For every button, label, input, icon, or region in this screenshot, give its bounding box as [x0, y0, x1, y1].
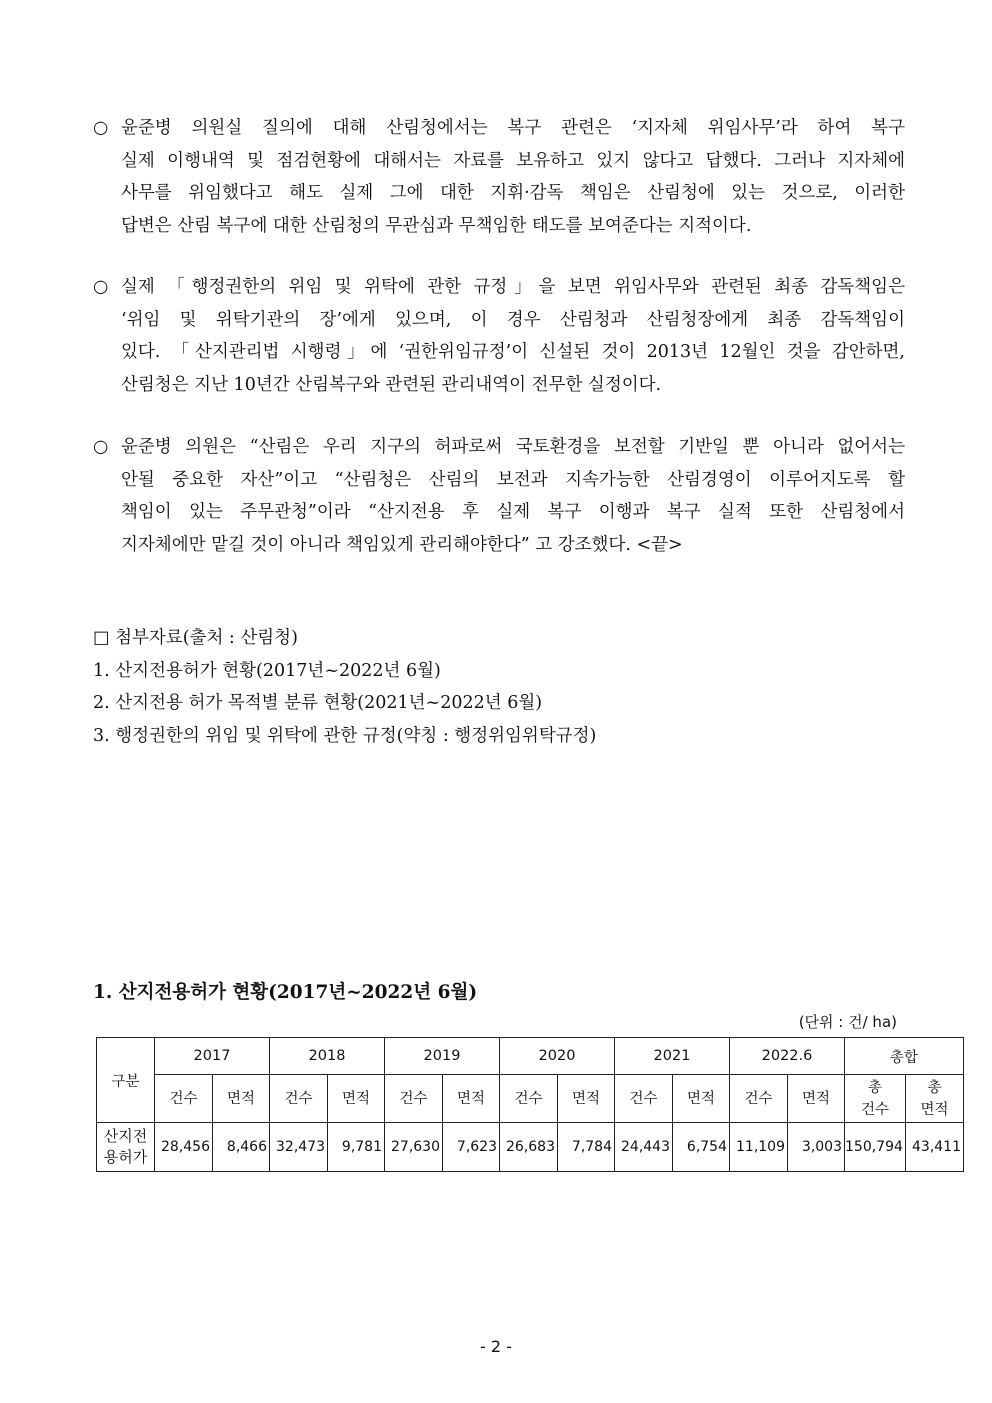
area-header: 면적	[673, 1075, 730, 1123]
paragraph-line: 있다. 「산지관리법 시행령」에 ‘권한위임규정’이 신설된 것이 2013년 12월인 것을 감안하면,	[121, 342, 905, 362]
page-number: - 2 -	[480, 1337, 512, 1356]
paragraph-line: 실제 이행내역 및 점검현황에 대해서는 자료를 보유하고 있지 않다고 답했다. 그러나 지자체에	[121, 150, 905, 171]
permit-status-table	[96, 1037, 964, 1172]
unit-label: (단위 : 건/ ha)	[798, 1013, 897, 1031]
paragraph-line: 책임이 있는 주무관청”이라 “산지전용 후 실제 복구 이행과 복구 실적 또한 산림청에서	[121, 502, 905, 522]
table-cell: 43,411	[905, 1123, 963, 1172]
table-subheader-row	[97, 1075, 964, 1123]
paragraph-bullet: ○	[93, 277, 109, 297]
row-label-line: 산지전	[103, 1127, 148, 1145]
count-header: 건수	[615, 1075, 673, 1123]
table-cell: 11,109	[730, 1123, 788, 1172]
area-header: 면적	[213, 1075, 270, 1123]
count-header: 건수	[730, 1075, 788, 1123]
table-row	[97, 1123, 964, 1172]
paragraph-line: 답변은 산림 복구에 대한 산림청의 무관심과 무책임한 태도를 보여준다는 지적이다.	[121, 215, 752, 236]
total-area-header-line: 총	[927, 1079, 942, 1096]
paragraph-line: 안될 중요한 자산”이고 “산림청은 산림의 보전과 지속가능한 산림경영이 이루어지도록 할	[121, 469, 905, 490]
paragraph-line: 실제 「행정권한의 위임 및 위탁에 관한 규정」을 보면 위임사무와 관련된 최종 감독책임은	[121, 277, 905, 297]
paragraph-1	[93, 112, 905, 242]
paragraph-bullet: ○	[93, 118, 109, 138]
paragraph-line: 지자체에만 맡길 것이 아니라 책임있게 관리해야한다” 고 강조했다. <끝>	[121, 534, 683, 555]
attachments-heading: □ 첨부자료(출처 : 산림청)	[93, 628, 298, 648]
paragraph-bullet: ○	[93, 437, 109, 457]
table-row-label	[97, 1123, 155, 1172]
table-row-header: 구분	[97, 1038, 155, 1123]
table-cell: 32,473	[270, 1123, 328, 1172]
table-cell: 9,781	[328, 1123, 385, 1172]
area-header: 면적	[328, 1075, 385, 1123]
attachment-item: 3. 행정권한의 위임 및 위탁에 관한 규정(약칭 : 행정위임위탁규정)	[93, 725, 597, 746]
table-cell: 6,754	[673, 1123, 730, 1172]
paragraph-line: 산림청은 지난 10년간 산림복구와 관련된 관리내역이 전무한 실정이다.	[121, 374, 662, 395]
attachment-item: 1. 산지전용허가 현황(2017년~2022년 6월)	[93, 660, 441, 681]
table-year-header: 2020	[500, 1038, 615, 1075]
total-area-header-line: 면적	[920, 1101, 949, 1118]
table-cell: 7,623	[443, 1123, 500, 1172]
total-count-header-line: 건수	[860, 1101, 889, 1118]
attachment-item: 2. 산지전용 허가 목적별 분류 현황(2021년~2022년 6월)	[93, 693, 543, 713]
table-year-header: 2019	[385, 1038, 500, 1075]
table-cell: 3,003	[788, 1123, 845, 1172]
total-count-header	[845, 1075, 906, 1123]
row-label-line: 용허가	[103, 1148, 148, 1166]
paragraph-2	[93, 271, 905, 401]
area-header: 면적	[443, 1075, 500, 1123]
table-cell: 8,466	[213, 1123, 270, 1172]
table-cell: 7,784	[558, 1123, 615, 1172]
paragraph-line: 윤준병 의원은 “산림은 우리 지구의 허파로써 국토환경을 보전할 기반일 뿐 아니라 없어서는	[121, 437, 905, 457]
table-year-header: 2018	[270, 1038, 385, 1075]
paragraph-3	[93, 431, 905, 561]
table-cell: 28,456	[155, 1123, 213, 1172]
table-cell: 27,630	[385, 1123, 443, 1172]
table-total-header: 총합	[845, 1038, 964, 1075]
total-area-header	[905, 1075, 963, 1123]
table-cell: 24,443	[615, 1123, 673, 1172]
count-header: 건수	[385, 1075, 443, 1123]
paragraph-line: 윤준병 의원실 질의에 대해 산림청에서는 복구 관련은 ‘지자체 위임사무’라 하여 복구	[121, 118, 905, 138]
area-header: 면적	[558, 1075, 615, 1123]
table-year-header: 2021	[615, 1038, 730, 1075]
table-year-header: 2017	[155, 1038, 270, 1075]
section-title: 1. 산지전용허가 현황(2017년~2022년 6월)	[93, 982, 478, 1003]
attachments-list	[93, 622, 913, 752]
table-cell: 150,794	[845, 1123, 906, 1172]
total-count-header-line: 총	[867, 1079, 882, 1096]
table-header-row	[97, 1038, 964, 1075]
count-header: 건수	[155, 1075, 213, 1123]
area-header: 면적	[788, 1075, 845, 1123]
paragraph-line: ‘위임 및 위탁기관의 장’에게 있으며, 이 경우 산림청과 산림청장에게 최종 감독책임이	[121, 309, 905, 330]
count-header: 건수	[500, 1075, 558, 1123]
table-cell: 26,683	[500, 1123, 558, 1172]
table-year-header: 2022.6	[730, 1038, 845, 1075]
paragraph-line: 사무를 위임했다고 해도 실제 그에 대한 지휘·감독 책임은 산림청에 있는 것으로, 이러한	[121, 183, 905, 203]
count-header: 건수	[270, 1075, 328, 1123]
